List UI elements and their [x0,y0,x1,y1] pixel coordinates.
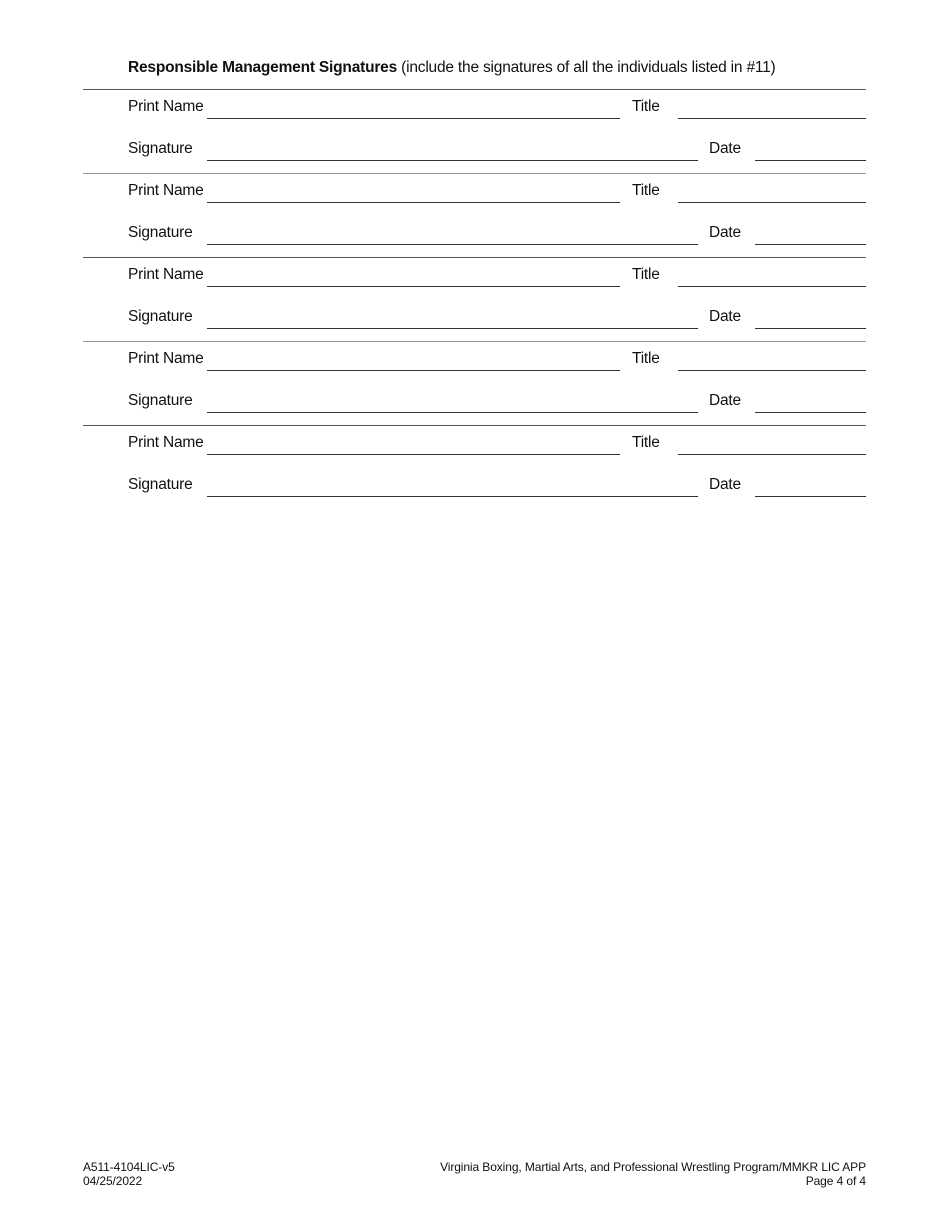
section-divider [83,257,866,258]
print-name-label: Print Name [128,434,204,451]
signature-field[interactable] [207,160,698,161]
signature-field[interactable] [207,328,698,329]
form-date: 04/25/2022 [83,1174,143,1188]
print-name-field[interactable] [207,370,620,371]
print-name-label: Print Name [128,182,204,199]
title-field[interactable] [678,370,866,371]
date-label: Date [709,308,741,325]
date-field[interactable] [755,328,866,329]
print-name-field[interactable] [207,118,620,119]
print-name-field[interactable] [207,454,620,455]
date-field[interactable] [755,244,866,245]
signature-label: Signature [128,308,193,325]
section-divider [83,341,866,342]
date-field[interactable] [755,496,866,497]
footer-left [83,1160,175,1188]
title-label: Title [632,266,660,283]
title-field[interactable] [678,202,866,203]
date-label: Date [709,392,741,409]
section-heading [128,59,776,77]
signature-label: Signature [128,224,193,241]
title-label: Title [632,350,660,367]
date-field[interactable] [755,412,866,413]
date-label: Date [709,224,741,241]
print-name-label: Print Name [128,266,204,283]
program-name: Virginia Boxing, Martial Arts, and Professional Wrestling Program/MMKR LIC APP [440,1160,866,1174]
section-divider [83,173,866,174]
signature-label: Signature [128,140,193,157]
section-divider [83,425,866,426]
title-field[interactable] [678,286,866,287]
signature-field[interactable] [207,244,698,245]
heading-bold: Responsible Management Signatures [128,59,398,76]
signature-field[interactable] [207,496,698,497]
print-name-field[interactable] [207,286,620,287]
date-field[interactable] [755,160,866,161]
date-label: Date [709,476,741,493]
title-label: Title [632,434,660,451]
heading-note: (include the signatures of all the individuals listed in #11) [401,59,776,76]
print-name-field[interactable] [207,202,620,203]
footer-right [440,1160,866,1188]
form-id: A511-4104LIC-v5 [83,1160,175,1174]
print-name-label: Print Name [128,350,204,367]
title-label: Title [632,98,660,115]
section-divider [83,89,866,90]
print-name-label: Print Name [128,98,204,115]
title-field[interactable] [678,454,866,455]
signature-label: Signature [128,476,193,493]
date-label: Date [709,140,741,157]
page-number: Page 4 of 4 [805,1174,866,1188]
title-label: Title [632,182,660,199]
signature-field[interactable] [207,412,698,413]
title-field[interactable] [678,118,866,119]
signature-label: Signature [128,392,193,409]
